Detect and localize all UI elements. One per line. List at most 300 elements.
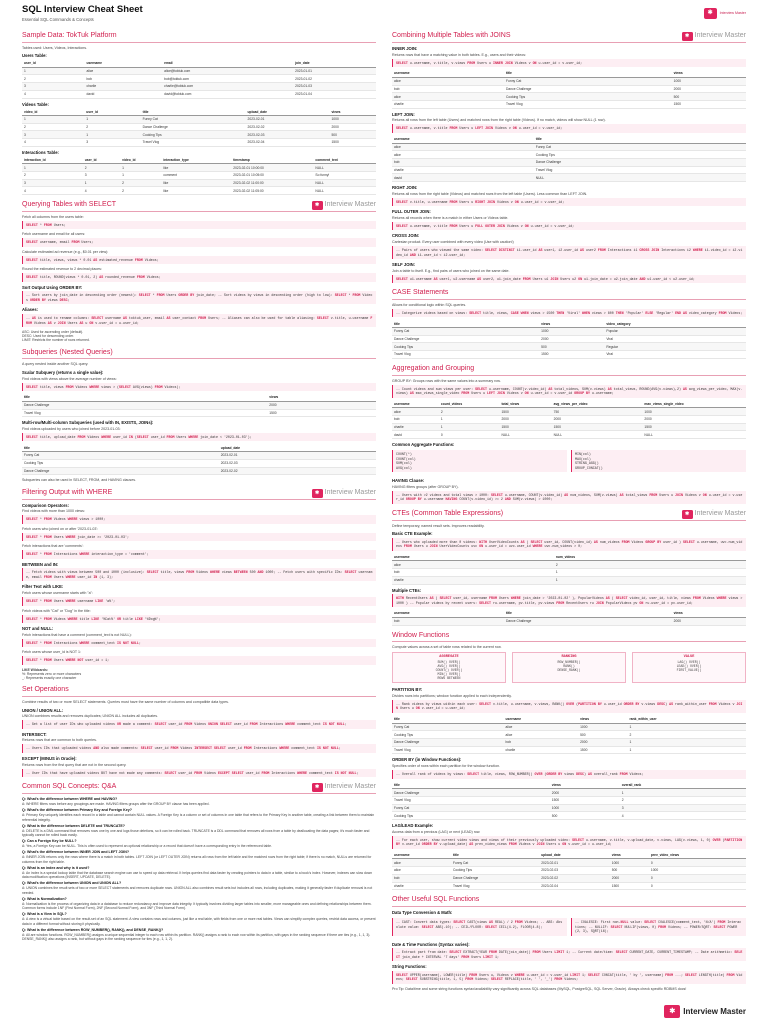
table-cell: 3 <box>22 179 83 187</box>
table-header-cell: num_videos <box>554 554 746 561</box>
table-row <box>392 328 746 336</box>
table-cell: 1500 <box>672 100 746 108</box>
table-cell: Funny Cat <box>392 328 539 336</box>
table-cell: alice <box>392 408 439 416</box>
table-cell: Cooking Tips <box>22 459 219 467</box>
header-brand[interactable] <box>704 8 746 19</box>
table-cell: 500 <box>329 131 376 139</box>
table-cell: 2 <box>83 164 120 172</box>
table-cell: 2000 <box>539 335 604 343</box>
table-header-cell: video_category <box>604 320 746 327</box>
table-header-cell: join_date <box>293 60 376 67</box>
table-cell: alice <box>392 143 534 151</box>
table-row <box>392 423 746 431</box>
section-header-cte <box>392 508 746 521</box>
table-cell: 2000 <box>499 415 551 423</box>
table-cell: alice <box>392 151 534 159</box>
section-brand <box>312 201 376 210</box>
table-cell: Popular <box>604 328 746 336</box>
table-cell: NULL <box>642 431 746 439</box>
table-cell: 0 <box>439 431 500 439</box>
table-cell: 2023-01-01 <box>293 67 376 75</box>
table-cell: 3 <box>22 83 84 91</box>
table-row <box>392 85 746 93</box>
table-row <box>392 561 746 569</box>
function-item: MIN() OVER() <box>437 672 461 677</box>
table-cell: 4 <box>620 812 746 820</box>
table-cell: Dance Challenge <box>22 401 267 409</box>
table-header-cell: title <box>22 444 219 451</box>
table-cell: 2 <box>439 408 500 416</box>
table-cell: alice <box>392 867 451 875</box>
subq-intro: A query nested inside another SQL query. <box>22 362 89 367</box>
code-block: SELECT UPPER(username), LOWER(title) FROM Users u, Videos v WHERE u.user_id = v.user_id LIMIT 1; SELECT CONCAT(title, ' by ', username) FROM ...; SELECT LENGTH(title) FROM Videos; SELECT SUBSTRING(title, 1, 5) FROM Videos; SELECT REPLACE(title, ' ', '_') FROM Videos; <box>392 971 746 984</box>
table-cell: Travel Vlog <box>392 746 504 754</box>
section-title: Set Operations <box>22 686 69 694</box>
section-header-sample <box>22 30 376 43</box>
table-cell: 2023-02-03 <box>246 131 330 139</box>
where-text-2: Fetch users who joined on or after '2023-01-03': <box>22 526 99 531</box>
lag-lead-label: LAG/LEAD Example: <box>392 823 434 829</box>
table-row <box>392 739 746 747</box>
table-cell: 1 <box>439 423 500 431</box>
table-cell: 1500 <box>552 423 643 431</box>
table-row <box>392 812 746 820</box>
table-cell: 2 <box>120 187 161 195</box>
table-cell: 1500 <box>267 409 376 417</box>
table-cell: 3 <box>620 804 746 812</box>
page-title: SQL Interview Cheat Sheet <box>22 4 143 15</box>
pro-tip: Pro Tip: Data/time and some string functions syntax/availability vary significantly across SQL databases (MySQL, PostgreSQL, SQL Server, Oracle). Always check specific RDBMS docs! <box>392 986 687 991</box>
result-table <box>392 852 746 891</box>
table-cell: 1 <box>439 415 500 423</box>
code-block: -- Users who uploaded more than 0 videos: WITH UserVideoCounts AS ( SELECT user_id, COUNT(video_id) AS num_videos FROM Videos GROUP BY user_id ) SELECT u.username, uvc.num_videos FROM Users u JOIN UserVideoCounts uvc ON u.user_id = uvc.user_id WHERE uvc.num_videos > 0; <box>392 538 746 551</box>
qa-answer: A: UNION combines the result sets of two or more SELECT statements and removes duplicate rows. UNION ALL also combines result sets but includes all rows, including duplicates, making it generally faster if duplicate removal is not needed. <box>22 886 373 895</box>
section-title: Filtering Output with WHERE <box>22 488 113 496</box>
except-label: EXCEPT (MINUS in Oracle): <box>22 755 77 761</box>
intersect-text: Returns rows that are common to both queries. <box>22 738 97 743</box>
table-row <box>392 569 746 577</box>
table-cell: bob <box>392 617 504 625</box>
section-title: Sample Data: TokTuk Platform <box>22 32 117 39</box>
table-row <box>392 343 746 351</box>
function-item: SUM() OVER() <box>437 660 461 665</box>
brand-name: Interview Master <box>694 509 746 517</box>
full-join-text: Returns all records when there is a match in either Users or Videos table. <box>392 216 509 220</box>
table-cell: charlie <box>392 100 504 108</box>
table-cell: 1 <box>22 164 83 172</box>
code-block: -- Fetch videos with views between 500 and 1000 (inclusive): SELECT title, views FROM Videos WHERE views BETWEEN 500 AND 1000; -- Fetch users with specific IDs: SELECT username, email FROM Users WHERE user_id IN (1, 3); <box>22 568 376 581</box>
having-label: HAVING Clause: <box>392 478 425 484</box>
table-cell: Funny Cat <box>504 77 672 85</box>
table-cell: 2000 <box>552 415 643 423</box>
brand-name: Interview Master <box>324 783 376 791</box>
table-cell: Dance Challenge <box>392 789 550 797</box>
table-cell: Funny Cat <box>141 115 246 123</box>
union-text: UNION combines results and removes duplicates; UNION ALL includes all duplicates. <box>22 714 159 719</box>
table-cell: Travel Vlog <box>392 351 539 359</box>
partition-label: PARTITION BY: <box>392 687 423 693</box>
window-order-text: Specifies order of rows within each partition for the window function. <box>392 764 501 769</box>
table-cell: 2023-02-04 <box>246 139 330 147</box>
select-text-4: Round the estimated revenue to 2 decimal places: <box>22 267 102 272</box>
table-header-cell: username <box>392 554 554 561</box>
qa-question: Q: What is an index and why is it used? <box>22 865 90 870</box>
table-cell: bob <box>84 75 162 83</box>
table-cell: 0 <box>649 882 746 890</box>
table-cell: 2000 <box>672 85 746 93</box>
table-cell: 500 <box>539 343 604 351</box>
table-cell: Cooking Tips <box>392 812 550 820</box>
table-cell: Funny Cat <box>22 452 219 460</box>
table-header-cell: views <box>539 320 604 327</box>
code-block: -- Pairs of users who viewed the same video: SELECT DISTINCT i1.user_id AS user1, i2.user_id AS user2 FROM Interactions i1 CROSS JOIN Interactions i2 WHERE i1.video_id = i2.video_id AND i1.user_id < i2.user_id; <box>392 246 746 259</box>
table-header-cell: title <box>451 852 539 859</box>
brand-name: Interview Master <box>324 201 376 209</box>
table-cell: 1500 <box>329 139 376 147</box>
videos-table-label: Videos Table: <box>22 101 49 107</box>
agg-intro: GROUP BY: Groups rows with the same values into a summary row. <box>392 378 501 383</box>
table-cell: comment <box>161 171 231 179</box>
table-row <box>392 859 746 867</box>
table-cell: 2000 <box>672 617 746 625</box>
table-cell: charlie <box>392 166 534 174</box>
wildcard-notes <box>22 668 376 681</box>
result-table <box>392 782 746 821</box>
table-cell: charlie <box>84 83 162 91</box>
table-cell: 2023-02-01 10:00:00 <box>231 164 313 172</box>
header-text <box>22 4 143 22</box>
like-label: Filter Text with LIKE: <box>22 584 64 590</box>
qa-question: Q: What is the difference between DELETE and TRUNCATE? <box>22 823 125 828</box>
table-cell: 0 <box>649 874 746 882</box>
value-box <box>632 652 746 683</box>
table-cell: Dance Challenge <box>534 158 746 166</box>
users-table <box>22 60 376 99</box>
table-cell: Dance Challenge <box>451 874 539 882</box>
table-cell: 1000 <box>329 115 376 123</box>
table-cell: alice <box>392 77 504 85</box>
table-cell: 2000 <box>610 874 649 882</box>
brand-logo-icon: ✱ <box>312 783 323 792</box>
except-text: Returns rows from the first query that are not in the second query. <box>22 762 127 767</box>
table-cell: 2023-02-02 11:05:00 <box>231 187 313 195</box>
section-header-case <box>392 287 746 300</box>
table-cell: alice <box>392 561 554 569</box>
table-cell: 1500 <box>578 746 627 754</box>
table-cell: NULL <box>552 431 643 439</box>
table-cell: 1000 <box>649 867 746 875</box>
table-header-cell: username <box>392 610 504 617</box>
table-cell: 1000 <box>578 723 627 731</box>
code-block: -- Users with >2 videos and total views > 1000: SELECT u.username, COUNT(v.video_id) AS num_videos, SUM(v.views) AS total_views FROM Users u JOIN Videos v ON u.user_id = v.user_id GROUP BY u.username HAVING COUNT(v.video_id) >= 2 AND SUM(v.views) > 1000; <box>392 491 746 504</box>
qa-question: Q: What's the difference between INNER JOIN and LEFT JOIN? <box>22 850 130 855</box>
cross-join-label: CROSS JOIN: <box>392 233 420 239</box>
function-item: LAG() OVER() <box>677 660 701 665</box>
table-cell: 1000 <box>550 804 620 812</box>
full-join-label: FULL OUTER JOIN: <box>392 209 431 215</box>
table-row <box>392 731 746 739</box>
note-item: ASC: Used for ascending order (default). <box>22 329 84 334</box>
table-cell: NULL <box>499 431 551 439</box>
table-header-cell: upload_date <box>219 444 376 451</box>
section-header-qa <box>22 781 376 794</box>
table-row <box>22 83 376 91</box>
table-row <box>392 789 746 797</box>
result-table <box>22 394 376 417</box>
table-header-cell: video_id <box>120 157 161 164</box>
basic-cte-label: Basic CTE Example: <box>392 531 433 537</box>
table-header-cell: interaction_id <box>22 157 83 164</box>
table-cell: 1000 <box>539 328 604 336</box>
table-cell: 2 <box>627 731 746 739</box>
table-cell: Regular <box>604 343 746 351</box>
table-cell: 2023-02-04 <box>539 882 610 890</box>
agg-funcs-label: Common Aggregate Functions: <box>392 442 455 448</box>
users-table-label: Users Table: <box>22 53 47 59</box>
code-block: COUNT(*) COUNT(col) SUM(col) AVG(col) <box>392 450 567 472</box>
table-row <box>392 617 746 625</box>
table-header-cell: views <box>610 852 649 859</box>
table-cell: Travel Vlog <box>504 100 672 108</box>
qa-question: Q: What's the difference between Primary Key and Foreign Key? <box>22 808 132 813</box>
table-cell: alice <box>504 723 579 731</box>
table-cell: 1500 <box>642 423 746 431</box>
table-cell: Cooking Tips <box>451 867 539 875</box>
aliases-label: Aliases: <box>22 307 39 313</box>
table-cell: Dance Challenge <box>504 617 672 625</box>
page-subtitle: Essential SQL Commands & Concepts <box>22 16 94 22</box>
where-text-7: Fetch interactions that have a comment (comment_text is not NULL): <box>22 632 132 637</box>
interactions-table-label: Interactions Table: <box>22 149 59 155</box>
table-header-cell: count_videos <box>439 401 500 408</box>
table-cell: Funny Cat <box>534 143 746 151</box>
table-cell: 2000 <box>267 401 376 409</box>
right-join-label: RIGHT JOIN: <box>392 185 418 191</box>
table-cell: 3 <box>83 171 120 179</box>
table-cell: 500 <box>610 867 649 875</box>
section-header-setops <box>22 684 376 697</box>
note-item: LIMIT: Restricts the number of rows returned. <box>22 338 90 343</box>
interactions-table <box>22 157 376 196</box>
table-header-cell: avg_views_per_video <box>552 401 643 408</box>
table-cell: Funny Cat <box>451 859 539 867</box>
table-cell: bob <box>392 85 504 93</box>
table-row <box>392 166 746 174</box>
qa-answer: A: INNER JOIN returns only the rows where there is a match in both tables. LEFT JOIN (or LEFT OUTER JOIN) returns all rows from the left table and the matched rows from the right table; if there is no match, NULLs are returned for columns from the right table. <box>22 855 372 864</box>
partition-text: Divides rows into partitions; window function applied to each independently. <box>392 694 512 699</box>
table-header-cell: title <box>22 394 267 401</box>
table-header-cell: timestamp <box>231 157 313 164</box>
qa-answer: A: WHERE filters rows before any groupings are made. HAVING filters groups after the GROUP BY clause has been applied. <box>22 802 210 807</box>
table-row <box>22 90 376 98</box>
function-item: DENSE_RANK() <box>557 668 581 673</box>
code-block: SELECT title, upload_date FROM Videos WHERE user_id IN (SELECT user_id FROM Users WHERE join_date < '2023-01-03'); <box>22 433 376 441</box>
table-header-cell: interaction_type <box>161 157 231 164</box>
code-block: SELECT * FROM Users WHERE NOT user_id = 1; <box>22 656 376 664</box>
section-header-joins <box>392 30 746 43</box>
section-title: Other Useful SQL Functions <box>392 896 480 904</box>
select-text-1: Fetch all columns from the users table: <box>22 215 84 220</box>
table-cell: 1000 <box>610 859 649 867</box>
table-cell: 1 <box>22 115 84 123</box>
table-row <box>22 139 376 147</box>
table-header-cell: views <box>329 108 376 115</box>
table-cell: Travel Vlog <box>534 166 746 174</box>
table-header-cell: username <box>84 60 162 67</box>
table-cell: bob <box>392 158 534 166</box>
code-block: SELECT u.username, v.title, v.views FROM Users u INNER JOIN Videos v ON u.user_id = v.user_id; <box>392 59 746 67</box>
setops-intro: Combine results of two or more SELECT statements. Queries must have the same number of columns and compatible data types. <box>22 700 229 705</box>
table-row <box>392 158 746 166</box>
self-join-text: Join a table to itself. E.g., find pairs of users who joined on the same date. <box>392 268 510 273</box>
table-cell: 1 <box>627 746 746 754</box>
left-join-text: Returns all rows from the left table (Users) and matched rows from the right table (Videos). If no match, videos will show NULL (1 row). <box>392 118 606 123</box>
table-row <box>392 746 746 754</box>
qa-question: Q: What's the difference between WHERE and HAVING? <box>22 797 118 802</box>
footer-brand[interactable] <box>664 1005 746 1018</box>
inner-join-label: INNER JOIN: <box>392 46 418 51</box>
code-block: -- For each user, show current video views and views of their previously uploaded video: SELECT u.username, v.title, v.upload_date, v.views, LAG(v.views, 1, 0) OVER (PARTITION BY v.user_id ORDER BY v.upload_date) AS prev_video_views FROM Videos v JOIN Users u ON v.user_id = u.user_id; <box>392 836 746 849</box>
sample-intro: Tables used: Users, Videos, Interactions. <box>22 45 88 50</box>
box-heading: AGGREGATE <box>439 654 459 659</box>
table-header-cell: comment_text <box>313 157 376 164</box>
brand-logo-icon: ✱ <box>704 8 717 19</box>
box-heading: VALUE <box>683 654 695 659</box>
table-cell: 1500 <box>539 351 604 359</box>
qa-question: Q: What is Normalization? <box>22 896 67 901</box>
result-table <box>22 444 376 475</box>
table-cell: 2023-02-01 <box>246 115 330 123</box>
table-header-cell: prev_video_views <box>649 852 746 859</box>
code-block: SELECT u1.username AS user1, u2.username AS user2, u1.join_date FROM Users u1 JOIN Users u2 ON u1.join_date = u2.join_date AND u1.user_id < u2.user_id; <box>392 275 746 283</box>
table-header-cell: upload_date <box>539 852 610 859</box>
table-cell: 1000 <box>672 77 746 85</box>
table-cell: 2023-02-02 11:00:00 <box>231 179 313 187</box>
multi-row-label: Multi-row/Multi-column Subqueries (used with IN, EXISTS, JOINs): <box>22 420 154 426</box>
table-cell: 2 <box>22 123 84 131</box>
table-cell: Dance Challenge <box>392 335 539 343</box>
multi-cte-label: Multiple CTEs: <box>392 587 422 593</box>
brand-logo-icon: ✱ <box>312 201 323 210</box>
code-block: -- Categorize videos based on views: SELECT title, views, CASE WHEN views > 1500 THEN 'Viral' WHEN views > 800 THEN 'Popular' ELSE 'Regular' END AS video_category FROM Videos; <box>392 309 746 317</box>
table-row <box>22 123 376 131</box>
code-block: -- Overall rank of videos by views: SELECT title, views, ROW_NUMBER() OVER (ORDER BY views DESC) AS overall_rank FROM Videos; <box>392 770 746 778</box>
table-cell: 1 <box>554 569 746 577</box>
result-table <box>392 136 746 182</box>
table-header-cell: views <box>267 394 376 401</box>
table-cell: 1 <box>627 723 746 731</box>
code-block: -- CAST: Convert data types: SELECT CAST(views AS REAL) / 2 FROM Videos; -- ABS: Absolute value: SELECT ABS(-10); -- CEIL/FLOOR: SELECT CEIL(4.2), FLOOR(4.8); <box>392 918 567 935</box>
section-title: Subqueries (Nested Queries) <box>22 348 113 356</box>
section-title: Window Functions <box>392 631 450 639</box>
section-header-other <box>392 894 746 907</box>
videos-table <box>22 108 376 147</box>
table-cell: 2 <box>120 179 161 187</box>
table-cell: 4 <box>22 187 83 195</box>
table-cell: like <box>161 179 231 187</box>
code-block: SELECT v.title, u.username FROM Users u RIGHT JOIN Videos v ON u.user_id = v.user_id; <box>392 198 746 206</box>
code-block: -- Rank videos by views within each user: SELECT v.title, u.username, v.views, RANK() OVER (PARTITION BY u.user_id ORDER BY v.views DESC) AS rank_within_user FROM Videos v JOIN Users u ON v.user_id = u.user_id; <box>392 700 746 713</box>
table-header-cell: title <box>534 136 746 143</box>
table-cell: 2023-01-02 <box>293 75 376 83</box>
table-header-cell: user_id <box>22 60 84 67</box>
qa-answer: A: Normalization is the process of organizing data in a database to reduce redundancy and improve data integrity. It typically involves dividing larger tables into smaller, more manageable ones and defining relationships between them. Common forms include 1NF (First Normal Form), 2NF (Second Normal Form), and 3NF (Third Normal Form). <box>22 901 372 911</box>
table-header-cell: user_id <box>83 157 120 164</box>
code-block: SELECT title, views, views * 0.01 AS estimated_revenue FROM Videos; <box>22 256 376 264</box>
table-cell: david <box>84 90 162 98</box>
brand-name: Interview Master <box>683 1006 746 1016</box>
conversion-label: Data Type Conversion & Math: <box>392 909 453 915</box>
table-header-cell: username <box>392 70 504 77</box>
section-header-subqueries <box>22 347 376 360</box>
window-function-types <box>392 652 746 683</box>
table-cell: like <box>161 164 231 172</box>
where-text-8: Fetch users whose user_id is NOT 1: <box>22 650 82 655</box>
content-columns <box>22 26 746 1021</box>
table-cell: NULL <box>313 164 376 172</box>
table-cell: NULL <box>534 174 746 182</box>
code-block: -- AS is used to rename columns: SELECT username AS toktuk_user, email AS user_contact FROM Users; -- Aliases can also be used for table aliasing: SELECT v.title, u.username FROM Videos AS v JOIN Users AS u ON v.user_id = u.user_id; <box>22 314 376 327</box>
table-cell: 500 <box>550 812 620 820</box>
union-label: UNION / UNION ALL: <box>22 707 64 713</box>
table-row <box>392 723 746 731</box>
section-title: Common SQL Concepts: Q&A <box>22 783 117 791</box>
code-block: -- Count videos and sum views per user: SELECT u.username, COUNT(v.video_id) AS total_videos, SUM(v.views) AS total_views, ROUND(AVG(v.views),2) AS avg_views_per_video, MAX(v.views) AS max_views_single_video FROM Users u LEFT JOIN Videos v ON u.user_id = v.user_id GROUP BY u.username; <box>392 385 746 398</box>
table-cell: Travel Vlog <box>451 882 539 890</box>
table-cell: 1 <box>84 131 140 139</box>
section-brand <box>682 32 746 41</box>
result-table <box>392 320 746 359</box>
table-cell: Funny Cat <box>392 804 550 812</box>
multi-row-text: Find videos uploaded by users who joined before 2023-01-03: <box>22 426 121 431</box>
function-item: ROWS BETWEEN <box>437 676 461 681</box>
section-brand <box>682 510 746 519</box>
table-cell: 1500 <box>499 408 551 416</box>
table-row <box>392 874 746 882</box>
inner-join-text: Returns rows that have a matching value in both tables. E.g., users and their videos: <box>392 52 527 57</box>
scalar-text: Find videos with views above the average number of views: <box>22 376 117 381</box>
table-header-cell: overall_rank <box>620 782 746 789</box>
table-cell: 2023-02-03 <box>219 459 376 467</box>
select-notes <box>22 330 376 343</box>
table-cell: david <box>392 174 534 182</box>
function-item: FIRST_VALUE() <box>676 668 702 673</box>
table-cell: bob@toktuk.com <box>162 75 293 83</box>
where-text-1: Find videos with more than 1000 views: <box>22 509 85 514</box>
code-block: SELECT * FROM Interactions WHERE comment_text IS NOT NULL; <box>22 639 376 647</box>
table-cell: alice <box>392 859 451 867</box>
table-row <box>22 401 376 409</box>
table-cell: 2 <box>84 123 140 131</box>
table-cell: bob <box>392 415 439 423</box>
table-cell: 1 <box>22 67 84 75</box>
table-cell: NULL <box>313 179 376 187</box>
table-cell: Cooking Tips <box>504 93 672 101</box>
function-item: COUNT() OVER() <box>435 668 463 673</box>
table-row <box>392 143 746 151</box>
table-cell: charlie <box>504 746 579 754</box>
code-block: -- Sort users by join_date in descending order (newest): SELECT * FROM Users ORDER BY join_date; -- Sort videos by views in descending order (high to low): SELECT * FROM Videos ORDER BY views DESC; <box>22 291 376 304</box>
case-intro: Allows for conditional logic within SQL queries. <box>392 302 467 307</box>
table-header-cell: username <box>392 852 451 859</box>
table-header-cell: title <box>392 782 550 789</box>
table-cell: 2 <box>620 797 746 805</box>
code-block: -- Get a list of user IDs who uploaded videos OR made a comment: SELECT user_id FROM Videos UNION SELECT user_id FROM Interactions WHERE comment_text IS NOT NULL; <box>22 720 376 728</box>
date-label: Date & Time Functions (Syntax varies): <box>392 941 470 947</box>
table-header-cell: views <box>672 70 746 77</box>
code-block: -- Extract part from date: SELECT EXTRACT(YEAR FROM DATE(join_date)) FROM Users LIMIT 1; -- Current date/time: SELECT CURRENT_DATE, CURRENT_TIMESTAMP; -- Date arithmetic: SELECT join_date + INTERVAL '7 days' FROM Users LIMIT 1; <box>392 948 746 961</box>
